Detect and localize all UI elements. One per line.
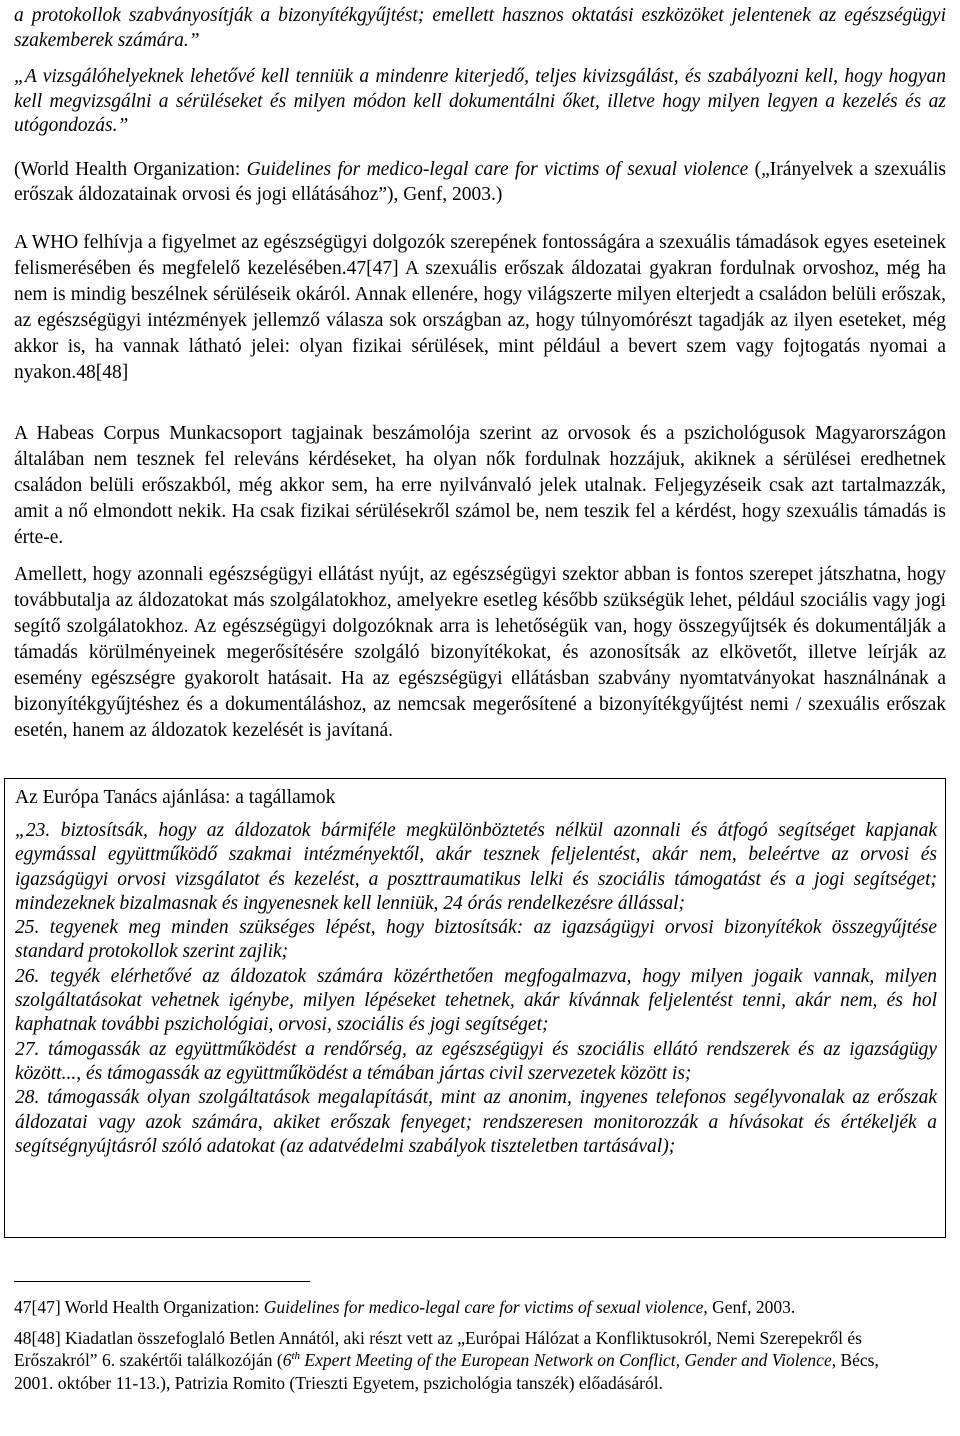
who-citation-prefix: (World Health Organization: bbox=[14, 159, 247, 180]
footnote-47-title: Guidelines for medico-legal care for victims of sexual violence bbox=[263, 1297, 704, 1317]
who-citation-suffix: („Irányelvek a szexuális erőszak áldozatainak orvosi és jogi ellátásához”), Genf, 2003.) bbox=[14, 159, 947, 205]
council-box-body bbox=[15, 819, 937, 1159]
quote-exam-paragraph: „A vizsgálóhelyeknek lehetővé kell tenniük a mindenre kiterjedő, teljes kivizsgálást, és szabályozni kell, hogy hogyan kell megvizsgálni a sérüléseket és milyen módon kell dokumentálni őket, illetve hogy milyen legyen a kezelés és az utógondozás.” bbox=[14, 66, 946, 136]
footnote-48-prefix: 48[48] Kiadatlan összefoglaló Betlen Annától, aki részt vett az „Európai Hálózat a Konfliktusokról, Nemi Szerepekről és Erőszakról” 6. szakértői találkozóján ( bbox=[14, 1327, 862, 1370]
footnote-48-sup: th bbox=[291, 1350, 301, 1363]
footnotes bbox=[14, 1296, 922, 1394]
footnote-48-suffix: , Bécs, 2001. október 11-13.), Patrizia Romito (Trieszti Egyetem, pszichológia tanszék) előadásáról. bbox=[14, 1350, 879, 1393]
paragraph-amellett: Amellett, hogy azonnali egészségügyi ellátást nyújt, az egészségügyi szektor abban is fontos szerepet játszhatna, hogy továbbutalja az áldozatokat más szolgálatokhoz, amelyekre esetleg később szükségük lehet, például szociális vagy jogi segítő szolgálatokhoz. Az egészségügyi dolgozóknak arra is lehetőségük van, hogy összegyűjtsék és dokumentálják a támadás körülményeinek megerősítésére szolgáló bizonyítékokat, és azonosítsák az elkövetőt, illetve leírják az esemény egészségre gyakorolt hatásait. Ha az egészségügyi ellátásban szabvány nyomtatványokat használnának a bizonyítékgyűjtéshez és a dokumentáláshoz, az nemcsak megerősítené a bizonyítékgyűjtést nemi / szexuális erőszak esetén, hanem az áldozatok kezelését is javítaná. bbox=[14, 564, 946, 741]
council-item-28: 28. támogassák olyan szolgáltatások megalapítását, mint az anonim, ingyenes telefonos segélyvonalak az erőszak áldozatai vagy azok számára, akiket erőszak fenyeget; rendszeresen monitorozzák a hívásokat és értékeljék a segítségnyújtásról szóló adatokat (az adatvédelmi szabályok tiszteletben tartásával); bbox=[15, 1087, 937, 1157]
footnote-47 bbox=[14, 1296, 922, 1319]
council-box-title: Az Európa Tanács ajánlása: a tagállamok bbox=[15, 787, 336, 808]
who-citation-title: Guidelines for medico-legal care for victims of sexual violence bbox=[246, 159, 749, 180]
council-item-26: 26. tegyék elérhetővé az áldozatok számára közérthetően megfogalmazva, hogy milyen jogaik vannak, milyen szolgáltatásokat vehetnek igénybe, milyen lépéseket tehetnek, akár kívánnak feljelentést tenni, akár nem, és hol kaphatnak további pszichológiai, orvosi, szociális és jogi segítséget; bbox=[15, 965, 937, 1036]
footnote-separator bbox=[14, 1281, 310, 1282]
quote-end-paragraph: a protokollok szabványosítják a bizonyítékgyűjtést; emellett hasznos oktatási eszközöket jelentenek az egészségügyi szakemberek számára.” bbox=[14, 5, 946, 51]
footnote-48-italic-a: 6 bbox=[282, 1350, 292, 1370]
paragraph-who-call: A WHO felhívja a figyelmet az egészségügyi dolgozók szerepének fontosságára a szexuális támadások egyes eseteinek felismerésében és megfelelő kezelésében.47[47] A szexuális erőszak áldozatai gyakran fordulnak orvoshoz, még ha nem is mindig beszélnek sérüléseik okáról. Annak ellenére, hogy világszerte milyen elterjedt a családon belüli erőszak, az egészségügyi intézmények jellemző válasza sok országban az, hogy túlnyomórészt tagadják az ilyen eseteket, még akkor is, ha vannak látható jelei: olyan fizikai sérülések, mint például a bevert szem vagy fojtogatás nyomai a nyakon.48[48] bbox=[14, 232, 946, 383]
council-item-25: 25. tegyenek meg minden szükséges lépést, hogy biztosítsák: az igazságügyi orvosi bizonyítékok összegyűjtése standard protokollok szerint zajlik; bbox=[15, 917, 937, 963]
footnote-47-suffix: , Genf, 2003. bbox=[703, 1297, 796, 1317]
council-recommendation-box bbox=[4, 778, 946, 1238]
council-item-23: „23. biztosítsák, hogy az áldozatok bármiféle megkülönböztetés nélkül azonnali és átfogó segítséget kapjanak egymással együttműködő szakmai intézményektől, akár tesznek feljelentést, akár nem, beleértve az orvosi és igazságügyi orvosi vizsgálatot és kezelést, a poszttraumatikus lelki és szociális támogatást és a jogi segítséget; mindezeknek bizalmasnak és ingyenesnek kell lenniük, 24 órás rendelkezésre állással; bbox=[15, 820, 937, 914]
paragraph-habeas-corpus: A Habeas Corpus Munkacsoport tagjainak beszámolója szerint az orvosok és a pszichológusok Magyarországon általában nem tesznek fel releváns kérdéseket, ha olyan nők fordulnak hozzájuk, akiknek a sérülései eredhetnek családon belüli erőszakból, még akkor sem, ha erre nyilvánvaló jelek utalnak. Feljegyzéseik csak azt tartalmazzák, amit a nő elmondott nekik. Ha csak fizikai sérülésekről számol be, nem teszik fel a kérdést, hogy szexuális támadás is érte-e. bbox=[14, 423, 946, 548]
footnote-48 bbox=[14, 1327, 922, 1395]
footnote-47-prefix: 47[47] World Health Organization: bbox=[14, 1297, 264, 1317]
who-citation bbox=[14, 158, 946, 207]
footnote-48-italic-b: Expert Meeting of the European Network on Conflict, Gender and Violence bbox=[300, 1350, 832, 1370]
council-item-27: 27. támogassák az együttműködést a rendőrség, az egészségügyi és szociális ellátó rendszerek és az igazságügy között..., és támogassák az együttműködést a témában jártas civil szervezetek között is; bbox=[15, 1038, 937, 1084]
